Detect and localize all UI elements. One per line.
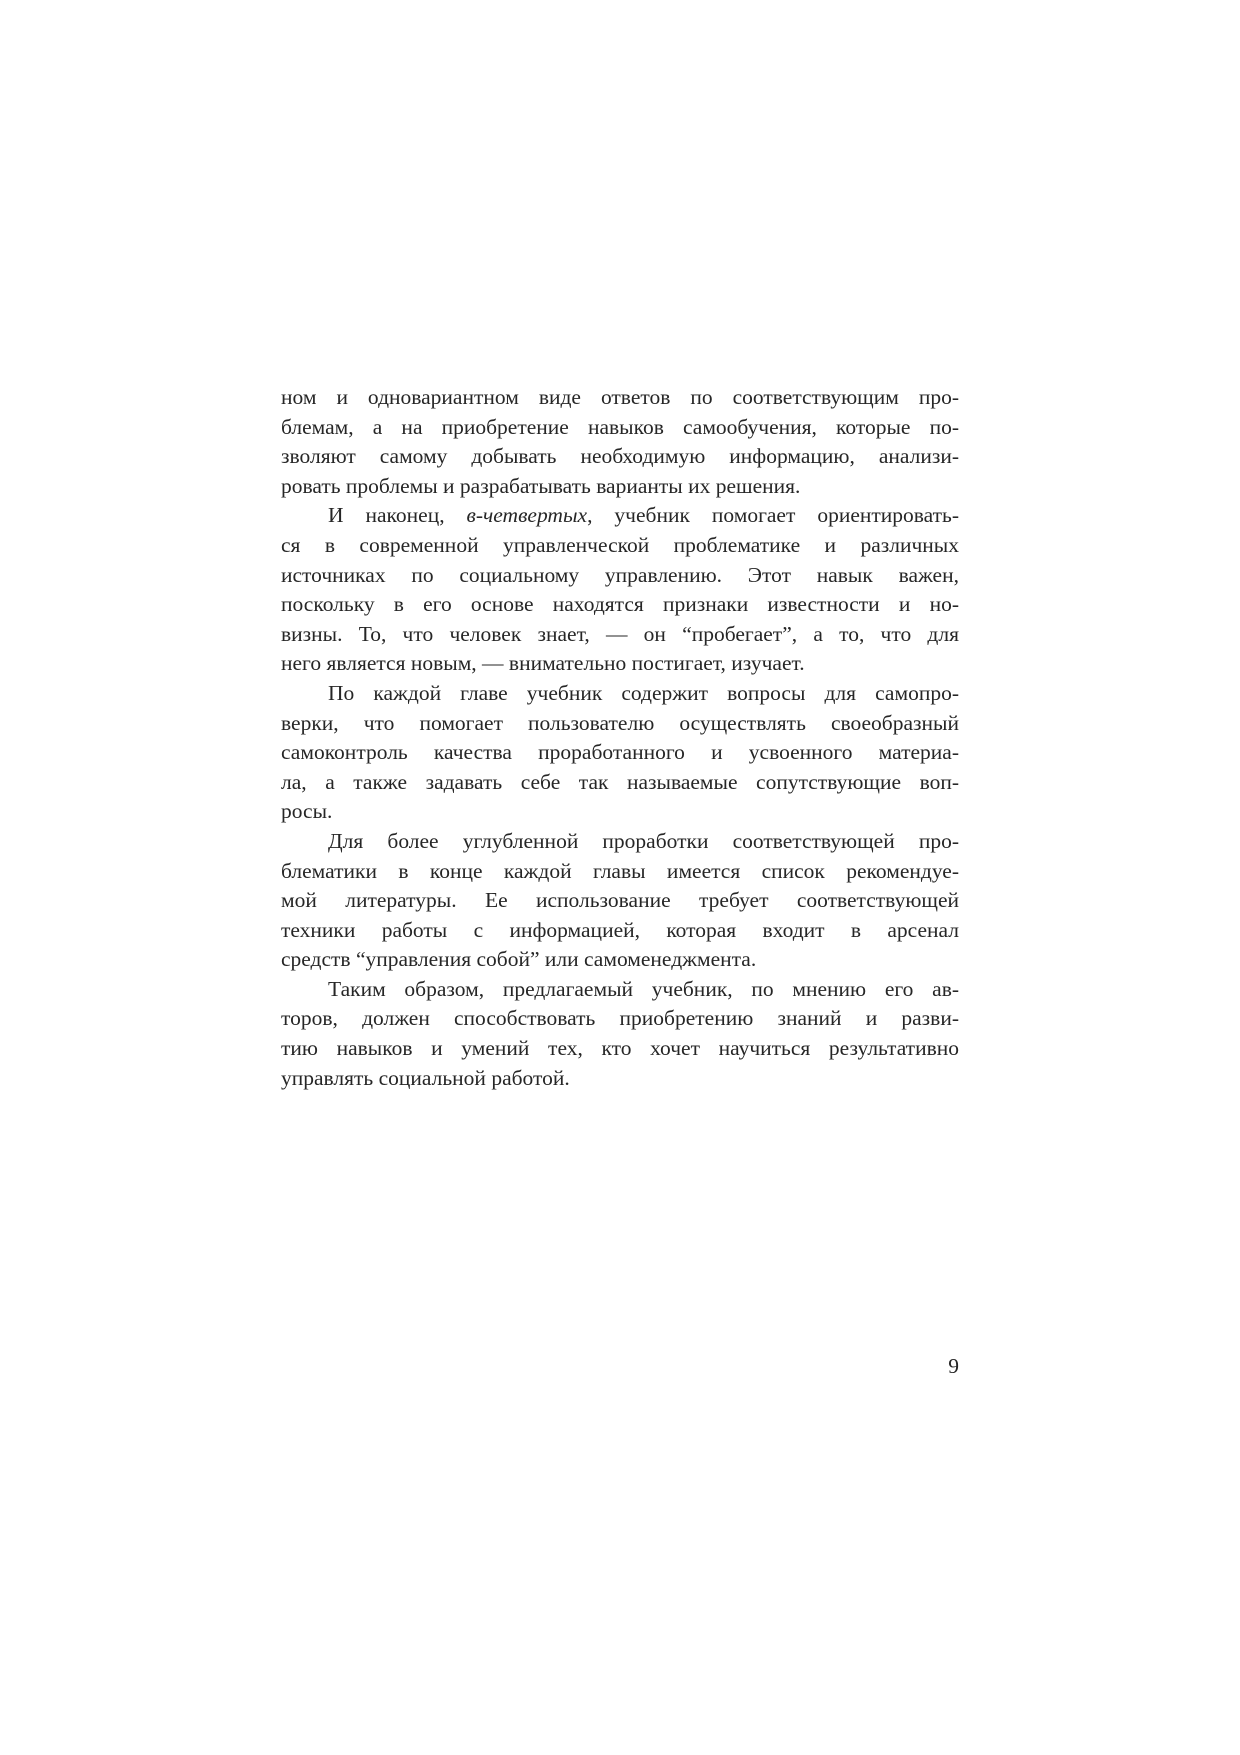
text-line: росы.	[281, 799, 333, 824]
emphasized-word: в-четвертых	[466, 503, 588, 528]
text-line: поскольку в его основе находятся признаки известности и но-	[281, 592, 959, 617]
text-line: ном и одновариантном виде ответов по соответствующим про-	[281, 385, 959, 409]
text-line: средств “управления собой” или самоменеджмента.	[281, 947, 757, 972]
text-run: , учебник помогает ориентировать-	[587, 503, 959, 528]
body-text	[281, 383, 959, 1093]
paragraph-4	[281, 827, 959, 975]
text-line: ла, а также задавать себе так называемые сопутствующие воп-	[281, 769, 959, 794]
page-number: 9	[948, 1354, 959, 1378]
text-line: Таким образом, предлагаемый учебник, по мнению его ав-	[328, 976, 959, 1001]
paragraph-5	[281, 975, 959, 1093]
text-line: торов, должен способствовать приобретению знаний и разви-	[281, 1006, 959, 1031]
paragraph-3	[281, 679, 959, 827]
text-line: техники работы с информацией, которая входит в арсенал	[281, 917, 959, 942]
paragraph-2	[281, 501, 959, 679]
paragraph-1	[281, 383, 959, 501]
text-run: И наконец,	[328, 503, 467, 528]
text-line: тию навыков и умений тех, кто хочет научиться результативно	[281, 1036, 959, 1061]
text-line: визны. То, что человек знает, — он “пробегает”, а то, что для	[281, 621, 959, 646]
text-line: него является новым, — внимательно постигает, изучает.	[281, 651, 805, 676]
text-line: ровать проблемы и разрабатывать варианты их решения.	[281, 473, 801, 498]
text-line	[281, 501, 959, 531]
text-line: самоконтроль качества проработанного и усвоенного материа-	[281, 740, 959, 765]
text-line: зволяют самому добывать необходимую информацию, анализи-	[281, 444, 959, 469]
text-line: управлять социальной работой.	[281, 1065, 570, 1090]
text-line: По каждой главе учебник содержит вопросы для самопро-	[328, 680, 959, 705]
text-line: верки, что помогает пользователю осуществлять своеобразный	[281, 710, 959, 735]
text-line: Для более углубленной проработки соответствующей про-	[328, 828, 959, 853]
text-line: ся в современной управленческой проблематике и различных	[281, 532, 959, 557]
text-line: источниках по социальному управлению. Этот навык важен,	[281, 562, 959, 587]
text-line: блемам, а на приобретение навыков самообучения, которые по-	[281, 414, 959, 439]
text-line: мой литературы. Ее использование требует соответствующей	[281, 888, 959, 913]
text-line: блематики в конце каждой главы имеется список рекомендуе-	[281, 858, 959, 883]
